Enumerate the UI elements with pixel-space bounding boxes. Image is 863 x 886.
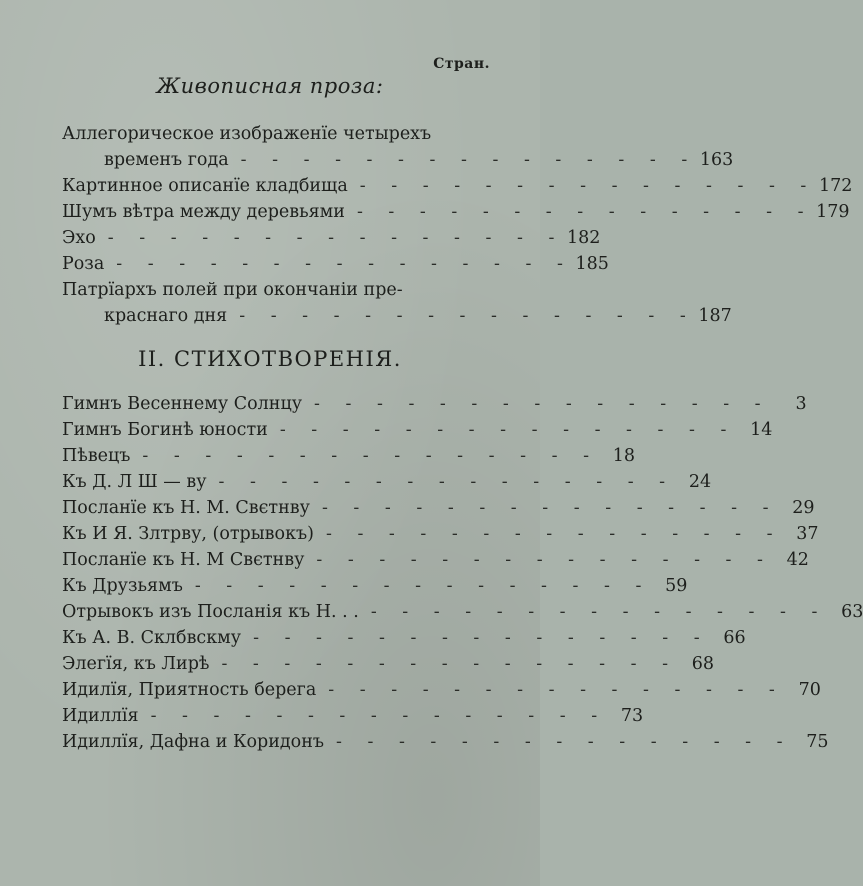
toc-entry-page: 172 [818, 176, 853, 196]
prose-contents-list [62, 121, 853, 329]
toc-entry-title: Элегїя, къ Лирѣ [62, 654, 210, 674]
dot-leader: - - - - - - - - - - - - - - - [370, 602, 828, 622]
dot-leader: - - - - - - - - - - - - - - - [253, 628, 710, 648]
toc-entry-page: 182 [566, 228, 601, 248]
dot-leader: - - - - - - - - - - - - - - - [359, 176, 817, 196]
toc-entry-page: 29 [792, 498, 815, 518]
toc-entry-title: Къ Д. Л Ш — ву [62, 472, 207, 492]
toc-entry-page: 179 [816, 202, 850, 222]
toc-entry [62, 391, 807, 417]
toc-entry-title: Картинное описанїе кладбища [62, 176, 348, 196]
toc-entry-title: Аллегорическое изображенїе четырехъ [62, 124, 432, 144]
toc-entry [62, 121, 494, 147]
prose-section-title: Живописная проза: [156, 74, 384, 98]
toc-entry-title: Пѣвецъ [62, 446, 131, 466]
dot-leader: - - - - - - - - - - - - - - - [218, 472, 676, 492]
toc-entry-page: 59 [665, 576, 688, 596]
dot-leader: - - - - - - - - - - - - - - - [328, 680, 785, 700]
toc-entry [62, 729, 829, 755]
toc-entry-page: 42 [786, 550, 809, 570]
toc-entry-title: Идиллїя, Дафна и Коридонъ [62, 732, 324, 752]
toc-entry-page: 187 [698, 306, 732, 326]
toc-entry [62, 495, 815, 521]
toc-entry-title: Гимнъ Весеннему Солнцу [62, 394, 303, 414]
toc-entry-title: Къ А. В. Склбвскму [62, 628, 242, 648]
toc-entry [62, 303, 732, 329]
dot-leader: - - - - - - - - - - - - - - - [150, 706, 608, 726]
toc-entry-title: Посланїе къ Н. М Свєтнву [62, 550, 305, 570]
toc-entry [62, 677, 821, 703]
toc-entry-page: 37 [796, 524, 819, 544]
dot-leader: - - - - - - - - - - - - - - - [221, 654, 679, 674]
dot-leader: - - - - - - - - - - - - - - - [356, 202, 814, 222]
dot-leader: - - - - - - - - - - - - - - - [314, 394, 771, 414]
toc-entry [62, 173, 853, 199]
toc-entry-page: 24 [688, 472, 712, 492]
toc-entry-title: Идиллїя [62, 706, 139, 726]
toc-entry [62, 443, 635, 469]
toc-entry-title: Отрывокъ изъ Посланiя къ Н. . . [62, 602, 359, 622]
toc-entry [62, 225, 601, 251]
toc-entry-title: краснаго дня [104, 306, 228, 326]
toc-entry-title: временъ года [104, 150, 229, 170]
dot-leader: - - - - - - - - - - - - - - - [194, 576, 652, 596]
toc-entry [62, 573, 688, 599]
toc-entry-title: Шумъ вѣтра между деревьями [62, 202, 345, 222]
toc-entry-page: 68 [691, 654, 715, 674]
dot-leader: - - - - - - - - - - - - - - - [239, 306, 696, 326]
toc-entry [62, 521, 819, 547]
toc-entry-page: 73 [620, 706, 644, 726]
dot-leader: - - - - - - - - - - - - - - - [116, 254, 573, 274]
page-column-label: Стран. [433, 56, 490, 72]
toc-entry [62, 147, 734, 173]
toc-entry [62, 625, 746, 651]
dot-leader: - - - - - - - - - - - - - - - [316, 550, 773, 570]
toc-entry-page: 18 [612, 446, 635, 466]
toc-entry-title: Къ Друзьямъ [62, 576, 183, 596]
dot-leader: - - - - - - - - - - - - - - - [107, 228, 565, 248]
toc-entry [62, 251, 609, 277]
toc-entry-page: 14 [750, 420, 773, 440]
dot-leader: - - - - - - - - - - - - - - - [142, 446, 599, 466]
toc-entry-title: Гимнъ Богинѣ юности [62, 420, 268, 440]
toc-entry [62, 469, 712, 495]
toc-entry-title: Эхо [62, 228, 96, 248]
toc-entry-page: 70 [798, 680, 821, 700]
dot-leader: - - - - - - - - - - - - - - - [321, 498, 779, 518]
dot-leader: - - - - - - - - - - - - - - - [240, 150, 698, 170]
toc-entry-title: Патрїархъ полей при окончанiи пре- [62, 280, 403, 300]
toc-entry-page: 75 [806, 732, 829, 752]
toc-entry-title: Къ И Я. Злтрву, (отрывокъ) [62, 524, 314, 544]
toc-entry [62, 417, 773, 443]
verse-section-title: II. СТИХОТВОРЕНІЯ. [138, 347, 402, 371]
toc-entry [62, 703, 644, 729]
toc-entry-page: 185 [575, 254, 609, 274]
toc-entry-page: 3 [795, 394, 807, 414]
dot-leader: - - - - - - - - - - - - - - - [279, 420, 737, 440]
toc-entry [62, 277, 494, 303]
toc-entry-title: Посланїе къ Н. М. Свєтнву [62, 498, 310, 518]
toc-entry-page: 63 [841, 602, 863, 622]
toc-entry-title: Роза [62, 254, 105, 274]
toc-entry [62, 547, 809, 573]
verse-contents-list [62, 391, 863, 755]
toc-entry-page: 163 [699, 150, 734, 170]
toc-entry-page: 66 [723, 628, 746, 648]
toc-entry [62, 599, 863, 625]
toc-entry [62, 651, 715, 677]
toc-entry-title: Идилїя, Приятность берега [62, 680, 317, 700]
dot-leader: - - - - - - - - - - - - - - - [336, 732, 793, 752]
toc-entry [62, 199, 850, 225]
dot-leader: - - - - - - - - - - - - - - - [325, 524, 783, 544]
